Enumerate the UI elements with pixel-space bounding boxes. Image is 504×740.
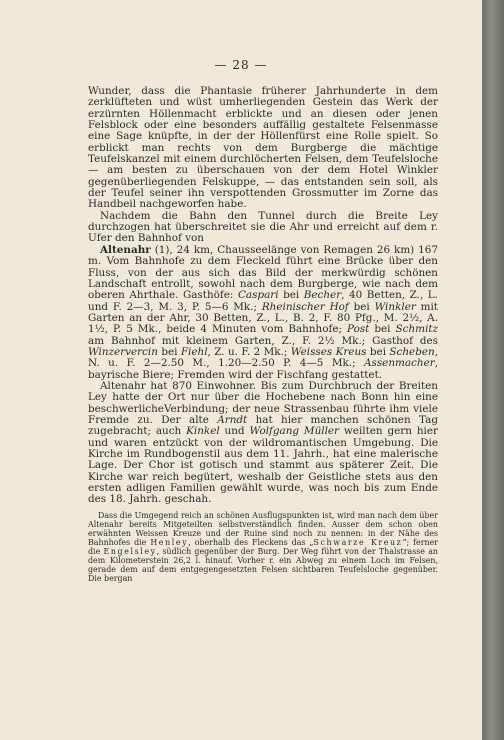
hotel-name: Post bbox=[347, 323, 370, 336]
paragraph-altenahr-history: Altenahr hat 870 Einwohner. Bis zum Durchbruch der Breiten Ley hatte der Ort nur über die Hochebene nach Bonn hin eine beschwerlicheVerbindung; der neue Strassenbau führte ihm viele Fremde zu. Der alte Arndt hat hier manchen schönen Tag zugebracht; auch Kinkel und Wolfgang Müller weilten gern hier und waren entzückt von der wildromantischen Umgebung. Die Kirche im Rundbogenstil aus dem 11. Jahrh., hat eine malerische Lage. Der Chor ist gotisch und stammt aus späterer Zeit. Die Kirche war reich begütert, weshalb der Geistliche stets aus den ersten adligen Familien gewählt wurde, was noch bis zum Ende des 18. Jahrh. geschah. bbox=[88, 379, 438, 506]
innkeeper-name: Schmitz bbox=[395, 323, 438, 336]
person-name: Arndt bbox=[217, 413, 248, 426]
main-text bbox=[88, 86, 438, 506]
innkeeper-name: Scheben bbox=[389, 345, 435, 358]
place-name: Henley bbox=[150, 537, 189, 547]
page-text bbox=[88, 86, 438, 583]
innkeeper-name: Fiehl bbox=[180, 345, 208, 358]
innkeeper-name: Becher bbox=[303, 289, 342, 302]
innkeeper-name: Winkler bbox=[374, 300, 416, 313]
hotel-name: Rheinischer Hof bbox=[261, 300, 349, 313]
person-name: Wolfgang Müller bbox=[249, 425, 340, 438]
paragraph-excursions: Dass die Umgegend reich an schönen Ausflugspunkten ist, wird man nach dem über Altenahr bereits Mitgeteilten selbstverständlich finden. Ausser dem schon oben erwähnten Weissen Kreuze und der Ruine sind noch zu nennen: in der Nähe des Bahnhofes die Henley, oberhalb des Fleckens das „Schwarze Kreuz“; ferner die Engelsley, südlich gegenüber der Burg. Der Weg führt von der Thalstrasse an dem Kilometerstein 26,2 l. hinauf. Vorher r. ein Abweg zu einem Loch im Felsen, gerade dem auf dem entgegengesetzten Felsen sichtbaren Teufelsloche gegenüber. Die bergan bbox=[88, 510, 438, 583]
paragraph-railway: Nachdem die Bahn den Tunnel durch die Breite Ley durchzogen hat überschreitet sie die Ahr und erreicht auf dem r. Ufer den Bahnhof von bbox=[88, 209, 438, 245]
footnote-text bbox=[88, 511, 438, 583]
place-name: Engelsley bbox=[103, 546, 157, 556]
place-name: Schwarze Kreuz bbox=[313, 537, 403, 547]
page-number: — 28 — bbox=[214, 58, 268, 72]
place-heading: Altenahr bbox=[100, 243, 151, 256]
hotel-name: Weisses Kreus bbox=[290, 345, 367, 358]
hotel-name: Caspari bbox=[237, 289, 279, 302]
book-cover-edge bbox=[482, 0, 504, 740]
paragraph-devil-legend: Wunder, dass die Phantasie früherer Jahrhunderte in dem zerklüfteten und wüst umherliegenden Gestein das Werk der erzürnten Höllenmacht erblickte und an diesen oder jenen Felsblock oder eine besonders auffällig gestaltete Felsenmasse eine Sage knüpfte, in der der Höllenfürst eine Rolle spielt. So erblickt man rechts von dem Burgberge die mächtige Teufelskanzel mit einem durchlöcherten Felsen, dem Teufelsloche — am besten zu überschauen von der dem Hotel Winkler gegenüberliegenden Felskuppe, — das entstanden sein soll, als der Teufel seiner ihn verspottenden Grossmutter im Zorne das Handbeil nachgeworfen habe. bbox=[88, 85, 438, 211]
hotel-name: Winzervercin bbox=[88, 345, 158, 358]
paragraph-altenahr-hotels: Altenahr (1), 24 km, Chausseelänge von Remagen 26 km) 167 m. Vom Bahnhofe zu dem Fleckeld führt eine Brücke über den Fluss, von der aus sich das Bild der merkwürdig schönen Landschaft entrollt, sowohl nach dem Burgberge, wie nach dem oberen Ahrthale. Gasthöfe: Caspari bei Becher, 40 Betten, Z., L. und F. 2—3, M. 3, P. 5—6 Mk.; Rheinischer Hof bei Winkler mit Garten an der Ahr, 30 Betten, Z., L., B. 2, F. 80 Pfg., M. 2½, A. 1½, P. 5 Mk., beide 4 Minuten vom Bahnhofe; Post bei Schmitz am Bahnhof mit kleinem Garten, Z., F. 2½ Mk.; Gasthof des Winzervercin bei Fiehl, Z. u. F. 2 Mk.; Weisses Kreus bei Scheben, N. u. F. 2—2.50 M., 1.20—2.50 P. 4—5 Mk.; Assenmacher, bayrische Biere; Fremden wird der Fischfang gestattet. bbox=[88, 243, 439, 381]
innkeeper-name: Assenmacher bbox=[364, 357, 435, 370]
person-name: Kinkel bbox=[186, 425, 220, 438]
